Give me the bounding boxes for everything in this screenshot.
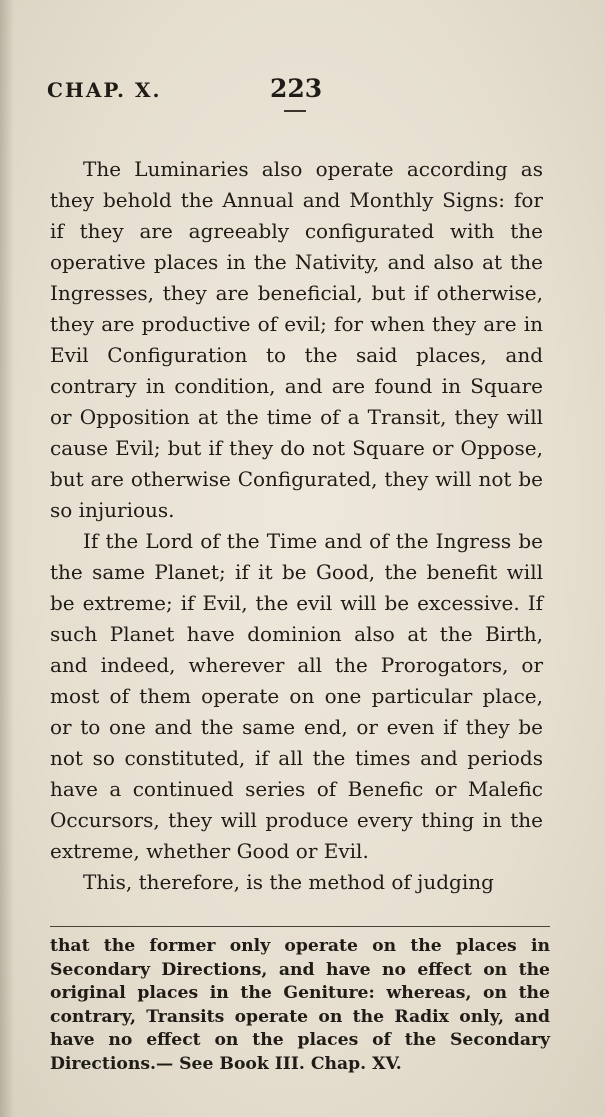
page-number: 223 <box>270 74 323 103</box>
footnote-divider <box>50 926 550 927</box>
paragraph-method: This, therefore, is the method of judging <box>83 870 494 894</box>
page-edge-shadow <box>0 0 14 1117</box>
running-head: CHAP. X. <box>47 78 162 102</box>
header-ornament <box>284 110 306 112</box>
page-header <box>47 74 557 108</box>
main-text <box>50 154 543 898</box>
footnote: that the former only operate on the places in Secondary Directions, and have no effect on the original places in the Geniture: whereas, on the contrary, Transits operate on the Radix only, and have no effect on the places of the Secondary Directions.— See Book III. Chap. XV. <box>50 936 550 1074</box>
paragraph-luminaries: The Luminaries also operate according as they behold the Annual and Monthly Signs: for if they are agreeably configurated with the operative places in the Nativity, and also at the Ingresses, they are beneficial, but if otherwise, they are productive of evil; for when they are in Evil Configuration to the said places, and contrary in condition, and are found in Square or Opposition at the time of a Transit, they will cause Evil; but if they do not Square or Oppose, but are otherwise Configurated, they will not be so injurious. <box>50 157 543 522</box>
paragraph-lord-of-time: If the Lord of the Time and of the Ingress be the same Planet; if it be Good, the benefit will be extreme; if Evil, the evil will be excessive. If such Planet have dominion also at the Birth, and indeed, wherever all the Prorogators, or most of them operate on one particular place, or to one and the same end, or even if they be not so constituted, if all the times and periods have a continued series of Benefic or Malefic Occursors, they will produce every thing in the extreme, whether Good or Evil. <box>50 529 543 863</box>
